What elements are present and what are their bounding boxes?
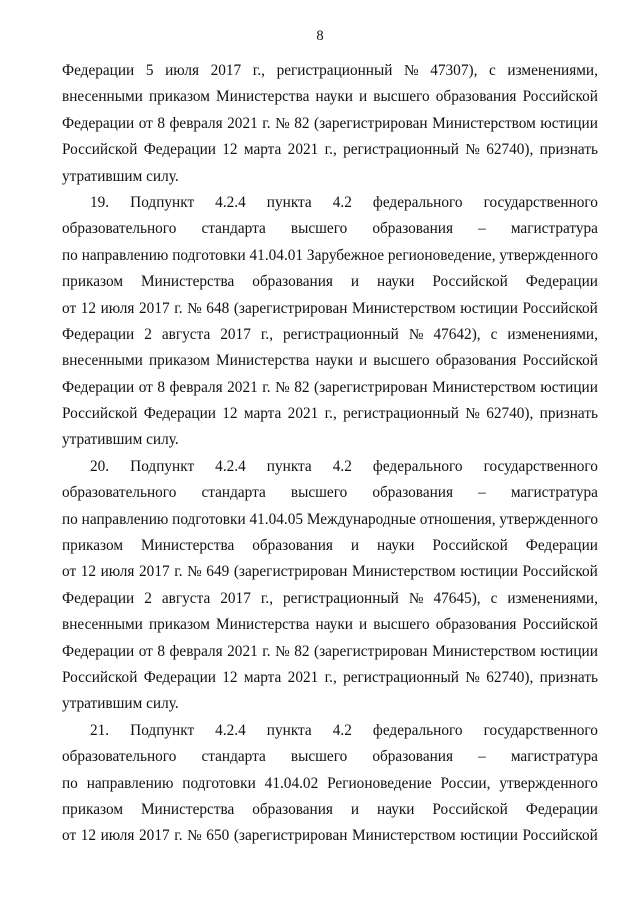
text-line: утратившим силу. [62, 695, 179, 713]
word: 8 [157, 114, 166, 132]
word: от [62, 299, 77, 317]
word: Подпункт [130, 193, 195, 211]
text-line [62, 744, 598, 770]
word: изменениями, [507, 62, 598, 79]
word: образования [435, 88, 517, 106]
word: 2021 [287, 141, 319, 159]
word: приказом [62, 273, 124, 291]
word: с [490, 325, 498, 343]
word: высшего [373, 88, 430, 106]
word: образования [252, 273, 333, 291]
word: юстиции [460, 563, 518, 581]
word: февраля [169, 114, 223, 132]
word: Министерства [140, 800, 235, 818]
word: 2 [144, 589, 152, 607]
word: 82 [294, 642, 310, 660]
word: внесенными [62, 88, 143, 106]
word: марта [243, 668, 282, 686]
word: 2021 [227, 642, 258, 660]
word: 2 [144, 325, 152, 343]
word: государственного [483, 457, 598, 475]
word: 12 [80, 299, 96, 317]
word: регионоведение, [387, 246, 496, 264]
word: Федерации [525, 800, 598, 818]
text-line [62, 665, 598, 691]
word: пункта [266, 457, 312, 475]
word: от [138, 378, 153, 396]
word: образования [372, 748, 454, 766]
word: 12 [80, 563, 96, 581]
word: юстиции [540, 114, 598, 132]
word: и [350, 273, 360, 291]
word: науки [377, 273, 415, 291]
word: № [187, 827, 202, 845]
word: и [359, 352, 368, 370]
word: Министерства [140, 273, 235, 291]
word: 2017 [210, 62, 242, 79]
word: от [138, 642, 153, 660]
word: 41.04.01 [249, 246, 304, 264]
text-line [62, 243, 598, 269]
word: приказом [148, 616, 210, 634]
word: 2021 [287, 405, 319, 423]
text-line [62, 296, 598, 322]
word: науки [377, 537, 415, 555]
word: 2017 [139, 827, 170, 845]
word: Российской [62, 141, 138, 159]
word: 47642), [433, 325, 481, 343]
word: федерального [372, 721, 463, 739]
word: 648 [206, 299, 230, 317]
word: № [275, 642, 290, 660]
word: (зарегистрирован [313, 114, 428, 132]
text-line [62, 137, 598, 163]
word: 5 [145, 62, 154, 79]
word: июля [100, 299, 135, 317]
word: Федерации [62, 325, 135, 343]
text-line [62, 718, 598, 744]
word: г., [324, 141, 337, 159]
word: (зарегистрирован [313, 378, 428, 396]
word: Российской [62, 405, 138, 423]
word: 4.2 [332, 721, 352, 739]
paragraph-21 [62, 718, 598, 850]
word: 2017 [220, 325, 251, 343]
word: 62740), [486, 668, 534, 686]
word: юстиции [460, 299, 518, 317]
word: направлению [81, 510, 169, 528]
paragraph-19 [62, 190, 598, 454]
text-line [62, 84, 598, 110]
word: 8 [157, 642, 166, 660]
word: от [138, 114, 153, 132]
word: марта [243, 141, 282, 159]
text-line [62, 454, 598, 480]
word: регистрационный [283, 589, 399, 607]
word: государственного [483, 193, 598, 211]
text-line [62, 612, 598, 638]
word: № [465, 405, 480, 423]
word: от [62, 827, 77, 845]
word: Министерства [140, 537, 235, 555]
word: и [359, 616, 368, 634]
text-line [62, 190, 598, 216]
text-line [62, 797, 598, 823]
word: Российской [522, 299, 598, 317]
word: 47645), [433, 589, 481, 607]
word: Российской [432, 273, 508, 291]
word: и [350, 800, 360, 818]
word: Российской [62, 668, 138, 686]
word: августа [161, 589, 211, 607]
word: Российской [432, 537, 508, 555]
word: Федерации [525, 537, 598, 555]
word: направлению [86, 774, 174, 792]
word: г., [260, 325, 274, 343]
text-line: утратившим силу. [62, 431, 179, 449]
word: Подпункт [130, 457, 195, 475]
text-line [62, 58, 598, 84]
page-number: 8 [316, 28, 324, 44]
word: июля [100, 827, 135, 845]
word: г. [262, 114, 271, 132]
word: Министерством [432, 114, 536, 132]
word: – [478, 748, 486, 766]
word: образовательного [62, 748, 177, 766]
word: июля [165, 62, 199, 79]
word: признать [539, 405, 598, 423]
word: федерального [372, 193, 463, 211]
word: отношения, [419, 510, 496, 528]
word: Министерства [216, 352, 310, 370]
word: Федерации [62, 642, 135, 660]
word: утвержденного [499, 774, 598, 792]
word: № [408, 325, 424, 343]
word: магистратура [510, 748, 598, 766]
word: с [489, 62, 496, 79]
word: Министерства [216, 616, 310, 634]
word: августа [161, 325, 211, 343]
word: – [478, 484, 486, 502]
word: № [404, 62, 419, 79]
word: стандарта [201, 220, 266, 238]
word: регистрационный [276, 62, 393, 79]
word: (зарегистрирован [233, 299, 348, 317]
word: Российской [522, 827, 598, 845]
word: г., [252, 62, 265, 79]
text-line [62, 216, 598, 242]
word: науки [315, 616, 353, 634]
word: 20. [90, 457, 110, 475]
text-line [62, 639, 598, 665]
word: высшего [290, 484, 348, 502]
text-line [62, 586, 598, 612]
word: подготовки [182, 774, 256, 792]
word: утвержденного [499, 246, 598, 264]
word: 12 [222, 141, 238, 159]
word: 2021 [227, 114, 258, 132]
word: юстиции [540, 642, 598, 660]
text-line [62, 480, 598, 506]
word: высшего [373, 352, 430, 370]
text-line: утратившим силу. [62, 167, 179, 185]
word: и [350, 537, 360, 555]
word: Министерством [432, 642, 536, 660]
word: 41.04.02 [264, 774, 319, 792]
word: образования [435, 352, 517, 370]
word: федерального [372, 457, 463, 475]
word: Регионоведение [327, 774, 432, 792]
word: магистратура [510, 220, 598, 238]
word: образовательного [62, 220, 177, 238]
word: февраля [169, 378, 223, 396]
word: № [275, 378, 290, 396]
word: регистрационный [343, 141, 459, 159]
text-line [62, 559, 598, 585]
word: (зарегистрирован [233, 827, 348, 845]
word: № [465, 668, 480, 686]
word: признать [539, 668, 598, 686]
word: высшего [290, 748, 348, 766]
text-line [62, 401, 598, 427]
word: 41.04.05 [249, 510, 304, 528]
word: 8 [157, 378, 166, 396]
word: 82 [294, 378, 310, 396]
word: Российской [522, 352, 598, 370]
word: изменениями, [507, 589, 598, 607]
word: высшего [373, 616, 430, 634]
word: образования [252, 800, 333, 818]
word: Федерации [62, 62, 135, 79]
word: г. [174, 299, 183, 317]
word: 12 [222, 668, 238, 686]
word: по [62, 510, 78, 528]
word: образования [435, 616, 517, 634]
word: г. [262, 378, 271, 396]
word: Федерации [143, 405, 216, 423]
word: 21. [90, 721, 110, 739]
word: направлению [81, 246, 169, 264]
document-body [62, 58, 598, 850]
word: внесенными [62, 352, 143, 370]
word: регистрационный [343, 405, 459, 423]
word: июля [100, 563, 135, 581]
word: магистратура [510, 484, 598, 502]
paragraph-20 [62, 454, 598, 718]
word: пункта [266, 721, 312, 739]
word: Федерации [62, 378, 135, 396]
text-line [62, 269, 598, 295]
text-line [62, 348, 598, 374]
word: регистрационный [283, 325, 399, 343]
word: 12 [80, 827, 96, 845]
word: 4.2 [332, 457, 352, 475]
word: Российской [522, 616, 598, 634]
word: 2021 [287, 668, 319, 686]
word: подготовки [172, 246, 246, 264]
word: № [275, 114, 290, 132]
word: г. [174, 563, 183, 581]
word: Федерации [62, 589, 135, 607]
text-line [62, 111, 598, 137]
word: февраля [169, 642, 223, 660]
word: образования [372, 220, 454, 238]
word: 2017 [139, 563, 170, 581]
word: Международные [306, 510, 416, 528]
word: № [408, 589, 424, 607]
word: 62740), [486, 141, 534, 159]
word: науки [377, 800, 415, 818]
word: и [359, 88, 368, 106]
word: Федерации [143, 668, 216, 686]
word: № [465, 141, 480, 159]
word: 4.2.4 [215, 457, 246, 475]
word: Федерации [525, 273, 598, 291]
word: Зарубежное [306, 246, 385, 264]
word: Подпункт [130, 721, 195, 739]
word: № [187, 563, 202, 581]
word: Министерства [216, 88, 310, 106]
word: 2021 [227, 378, 258, 396]
word: 4.2.4 [215, 721, 246, 739]
word: Министерством [432, 378, 536, 396]
word: № [187, 299, 202, 317]
word: регистрационный [343, 668, 459, 686]
word: стандарта [201, 748, 266, 766]
word: 2017 [220, 589, 251, 607]
word: 62740), [486, 405, 534, 423]
word: образования [372, 484, 454, 502]
word: приказом [62, 537, 124, 555]
word: 2017 [139, 299, 170, 317]
word: с [490, 589, 498, 607]
word: юстиции [540, 378, 598, 396]
word: марта [243, 405, 282, 423]
word: от [62, 563, 77, 581]
word: 82 [294, 114, 310, 132]
word: пункта [266, 193, 312, 211]
word: (зарегистрирован [313, 642, 428, 660]
word: 4.2 [332, 193, 352, 211]
word: внесенными [62, 616, 143, 634]
word: – [478, 220, 486, 238]
text-line [62, 322, 598, 348]
word: юстиции [460, 827, 518, 845]
word: Российской [522, 88, 598, 106]
word: стандарта [201, 484, 266, 502]
word: по [62, 246, 78, 264]
word: высшего [290, 220, 348, 238]
word: г. [262, 642, 271, 660]
word: г. [174, 827, 183, 845]
word: Российской [432, 800, 508, 818]
word: приказом [148, 88, 210, 106]
word: Федерации [62, 114, 135, 132]
text-line [62, 823, 598, 849]
word: Министерством [352, 563, 456, 581]
word: Министерством [352, 827, 456, 845]
word: 47307), [430, 62, 478, 79]
word: науки [315, 88, 353, 106]
word: признать [539, 141, 598, 159]
word: подготовки [172, 510, 246, 528]
text-line [62, 771, 598, 797]
word: г., [324, 668, 337, 686]
word: Федерации [143, 141, 216, 159]
word: России, [440, 774, 491, 792]
word: 649 [206, 563, 230, 581]
word: утвержденного [499, 510, 598, 528]
word: науки [315, 352, 353, 370]
word: образования [252, 537, 333, 555]
word: Российской [522, 563, 598, 581]
text-line [62, 507, 598, 533]
text-line [62, 375, 598, 401]
word: г., [324, 405, 337, 423]
word: 12 [222, 405, 238, 423]
word: государственного [483, 721, 598, 739]
word: изменениями, [507, 325, 598, 343]
word: приказом [148, 352, 210, 370]
word: приказом [62, 800, 124, 818]
word: г., [260, 589, 274, 607]
word: образовательного [62, 484, 177, 502]
text-line [62, 533, 598, 559]
word: по [62, 774, 78, 792]
word: 4.2.4 [215, 193, 246, 211]
word: 650 [206, 827, 230, 845]
word: 19. [90, 193, 110, 211]
paragraph [62, 58, 598, 190]
word: Министерством [352, 299, 456, 317]
word: (зарегистрирован [233, 563, 348, 581]
